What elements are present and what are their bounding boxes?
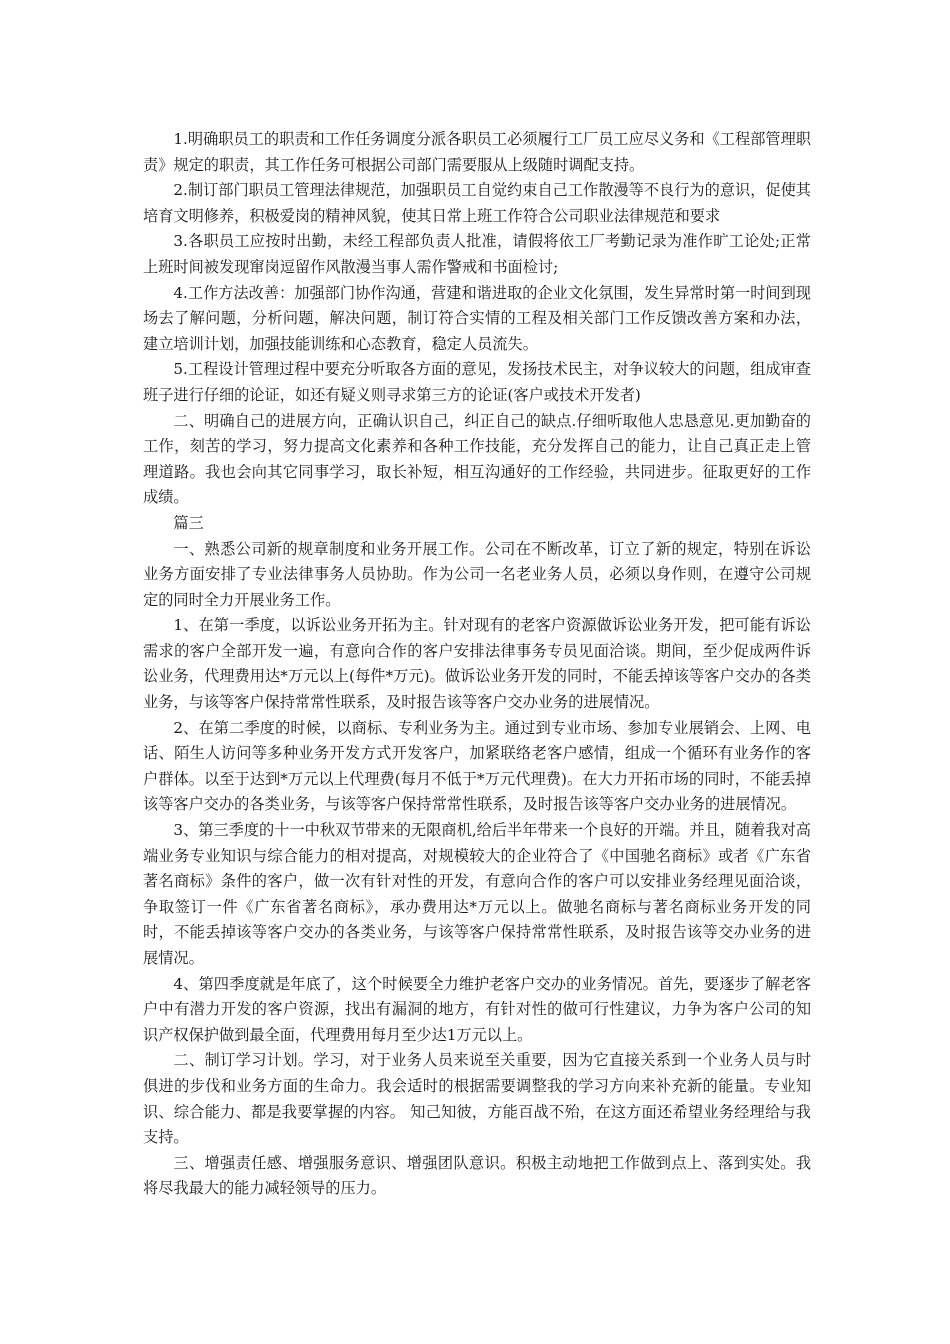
paragraph-duty-2: 2.制订部门职员工管理法律规范，加强职员工自觉约束自己工作散漫等不良行为的意识，促使其培育文明修养，积极爱岗的精神风貌，使其日常上班工作符合公司职业法律规范和要求 <box>143 181 811 225</box>
paragraph-duty-5: 5.工程设计管理过程中要充分听取各方面的意见，发扬技术民主，对争议较大的问题，组成审查班子进行仔细的论证，如还有疑义则寻求第三方的论证(客户或技术开发者) <box>143 360 811 404</box>
paragraph-q2: 2、在第二季度的时候，以商标、专利业务为主。通过到专业市场、参加专业展销会、上网、电话、陌生人访问等多种业务开发方式开发客户，加紧联络老客户感情，组成一个循环有业务作的客户群体。以至于达到*万元以上代理费(每月不低于*万元代理费)。在大力开拓市场的同时，不能丢掉该等客户交办的各类业务，与该等客户保持常常性联系，及时报告该等客户交办业务的进展情况。 <box>143 718 811 814</box>
paragraph-duty-4: 4.工作方法改善：加强部门协作沟通，营建和谐进取的企业文化氛围，发生异常时第一时间到现场去了解问题，分析问题，解决问题，制订符合实情的工程及相关部门工作反馈改善方案和办法，建立培训计划，加强技能训练和心态教育，稳定人员流失。 <box>143 283 811 353</box>
paragraph-q1: 1、在第一季度，以诉讼业务开拓为主。针对现有的老客户资源做诉讼业务开发，把可能有诉讼需求的客户全部开发一遍，有意向合作的客户安排法律事务专员见面洽谈。期间，至少促成两件诉讼业务，代理费用达*万元以上(每件*万元)。做诉讼业务开发的同时，不能丢掉该等客户交办的各类业务，与该等客户保持常常性联系，及时报告该等客户交办业务的进展情况。 <box>143 616 811 712</box>
paragraph-duty-3: 3.各职员工应按时出勤，未经工程部负责人批准，请假将依工厂考勤记录为准作旷工论处;正常上班时间被发现窜岗逗留作风散漫当事人需作警戒和书面检讨; <box>143 232 811 276</box>
paragraph-direction: 二、明确自己的进展方向，正确认识自己，纠正自己的缺点.仔细听取他人忠恳意见.更加勤奋的工作，刻苦的学习，努力提高文化素养和各种工作技能，充分发挥自己的能力，让自己真正走上管理道路。我也会向其它同事学习，取长补短，相互沟通好的工作经验，共同进步。征取更好的工作成绩。 <box>143 411 811 507</box>
paragraph-study-plan: 二、制订学习计划。学习，对于业务人员来说至关重要，因为它直接关系到一个业务人员与时俱进的步伐和业务方面的生命力。我会适时的根据需要调整我的学习方向来补充新的能量。专业知识、综合能力、都是我要掌握的内容。 知己知彼，方能百战不殆，在这方面还希望业务经理给与我支持。 <box>143 1051 811 1147</box>
paragraph-duty-1: 1.明确职员工的职责和工作任务调度分派各职员工必须履行工厂员工应尽义务和《工程部管理职责》规定的职责，其工作任务可根据公司部门需要服从上级随时调配支持。 <box>143 130 811 174</box>
paragraph-rules: 一、熟悉公司新的规章制度和业务开展工作。公司在不断改革，订立了新的规定，特别在诉讼业务方面安排了专业法律事务人员协助。作为公司一名老业务人员，必须以身作则，在遵守公司规定的同时全力开展业务工作。 <box>143 539 811 609</box>
section-heading-part-three: 篇三 <box>173 513 204 532</box>
document-body <box>143 127 811 1202</box>
paragraph-q3: 3、第三季度的十一中秋双节带来的无限商机,给后半年带来一个良好的开端。并且，随着我对高端业务专业知识与综合能力的相对提高，对规模较大的企业符合了《中国驰名商标》或者《广东省著名商标》条件的客户，做一次有针对性的开发，有意向合作的客户可以安排业务经理见面洽谈，争取签订一件《广东省著名商标》，承办费用达*万元以上。做驰名商标与著名商标业务开发的同时，不能丢掉该等客户交办的各类业务，与该等客户保持常常性联系，及时报告该等交办业务的进展情况。 <box>143 821 811 967</box>
paragraph-q4: 4、第四季度就是年底了，这个时候要全力维护老客户交办的业务情况。首先，要逐步了解老客户中有潜力开发的客户资源，找出有漏洞的地方，有针对性的做可行性建议，力争为客户公司的知识产权保护做到最全面，代理费用每月至少达1万元以上。 <box>143 974 811 1044</box>
paragraph-responsibility: 三、增强责任感、增强服务意识、增强团队意识。积极主动地把工作做到点上、落到实处。我将尽我最大的能力减轻领导的压力。 <box>143 1153 811 1198</box>
